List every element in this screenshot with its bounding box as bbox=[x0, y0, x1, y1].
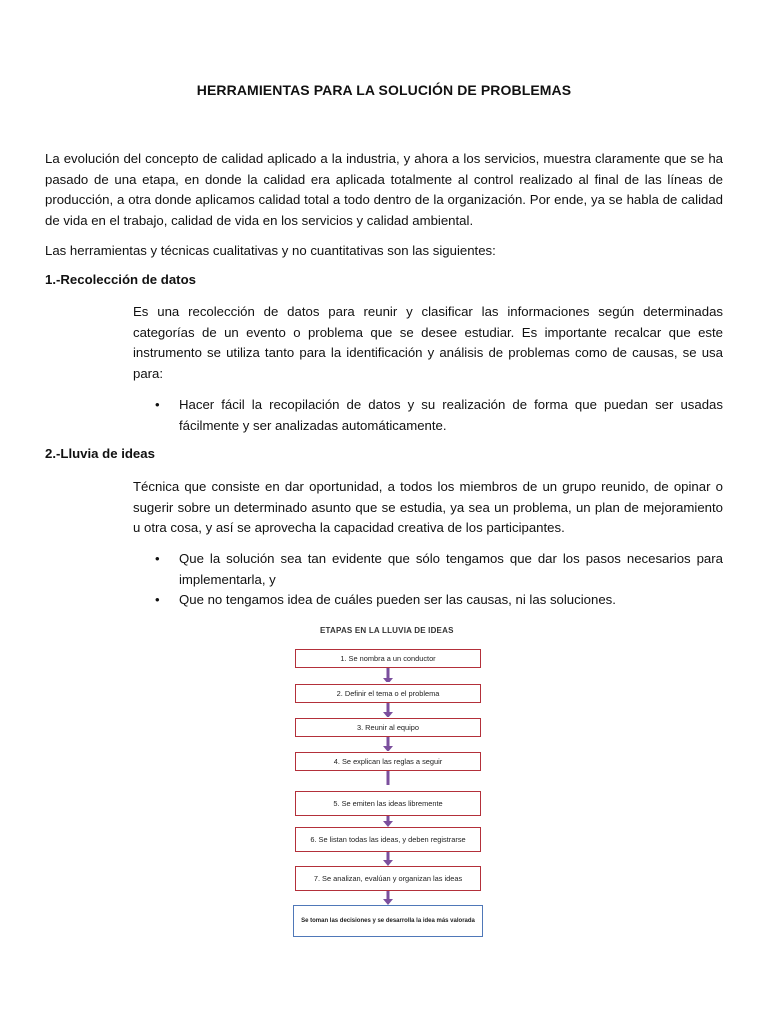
bullet-icon: • bbox=[155, 397, 160, 412]
bullet-list-recoleccion bbox=[133, 395, 723, 436]
section-heading-recoleccion: 1.-Recolección de datos bbox=[45, 272, 196, 287]
list-item-text: Que no tengamos idea de cuáles pueden ser las causas, ni las soluciones. bbox=[179, 592, 616, 608]
bullet-list-lluvia bbox=[133, 549, 723, 611]
down-arrow-icon bbox=[382, 852, 394, 866]
flowchart-step-8: Se toman las decisiones y se desarrolla la idea más valorada bbox=[293, 905, 483, 937]
flowchart-step-6: 6. Se listan todas las ideas, y deben registrarse bbox=[295, 827, 481, 852]
bullet-icon: • bbox=[155, 551, 160, 566]
down-arrow-icon bbox=[382, 703, 394, 717]
section-text-recoleccion: Es una recolección de datos para reunir y clasificar las informaciones según determinadas categorías de un evento o problema que se desee estudiar. Es importante recalcar que este instrumento se utiliza tanto para la identificación y análisis de problemas como de causas, se usa para: bbox=[133, 304, 723, 381]
flowchart-step-5: 5. Se emiten las ideas libremente bbox=[295, 791, 481, 816]
list-item bbox=[133, 549, 723, 590]
down-arrow-icon bbox=[382, 668, 394, 682]
list-item bbox=[133, 395, 723, 436]
intro-paragraph: La evolución del concepto de calidad aplicado a la industria, y ahora a los servicios, muestra claramente que se ha pasado de una etapa, en donde la calidad era aplicada totalmente al control realizado al final de las líneas de producción, a otra donde aplicamos calidad total a todo dentro de la organización. Por ende, ya se habla de calidad de vida en el trabajo, calidad de vida en los servicios y calidad ambiental. bbox=[45, 151, 723, 228]
flowchart-step-1: 1. Se nombra a un conductor bbox=[295, 649, 481, 668]
flowchart-step-2: 2. Definir el tema o el problema bbox=[295, 684, 481, 703]
flowchart-step-7: 7. Se analizan, evalúan y organizan las ideas bbox=[295, 866, 481, 891]
down-arrow-icon bbox=[382, 737, 394, 751]
lead-paragraph: Las herramientas y técnicas cualitativas y no cuantitativas son las siguientes: bbox=[45, 243, 496, 258]
list-item bbox=[133, 590, 723, 611]
flowchart-step-3: 3. Reunir al equipo bbox=[295, 718, 481, 737]
section-text-lluvia: Técnica que consiste en dar oportunidad, a todos los miembros de un grupo reunido, de opinar o sugerir sobre un determinado asunto que se estudia, ya sea un problema, un plan de mejoramiento u otra cosa, y así se aprovecha la capacidad creativa de los participantes. bbox=[133, 479, 723, 536]
down-arrow-icon bbox=[382, 771, 394, 785]
list-item-text: Que la solución sea tan evidente que sólo tengamos que dar los pasos necesarios para implementarla, y bbox=[179, 551, 723, 587]
bullet-icon: • bbox=[155, 592, 160, 608]
flowchart-step-4: 4. Se explican las reglas a seguir bbox=[295, 752, 481, 771]
flowchart-title: ETAPAS EN LA LLUVIA DE IDEAS bbox=[320, 626, 454, 635]
section-heading-lluvia: 2.-Lluvia de ideas bbox=[45, 446, 155, 461]
down-arrow-icon bbox=[382, 891, 394, 905]
document-title: HERRAMIENTAS PARA LA SOLUCIÓN DE PROBLEMAS bbox=[196, 82, 572, 98]
brainstorm-stages-flowchart bbox=[290, 622, 486, 940]
list-item-text: Hacer fácil la recopilación de datos y su realización de forma que puedan ser usadas fácilmente y ser analizadas automáticamente. bbox=[179, 397, 723, 433]
